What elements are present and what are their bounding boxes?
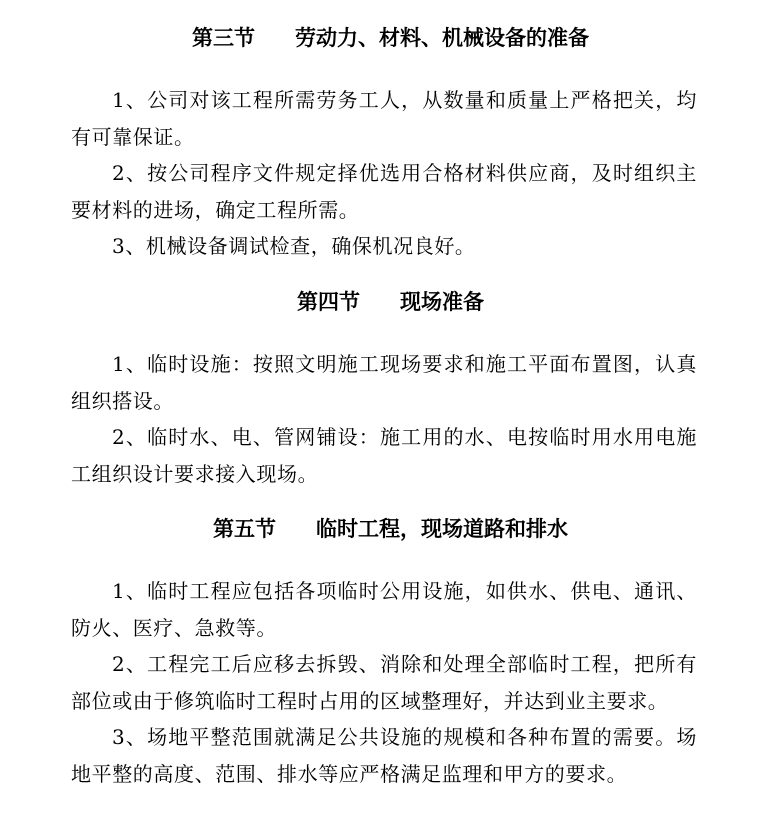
section-title: 临时工程，现场道路和排水 (316, 516, 568, 541)
section-title: 现场准备 (400, 289, 484, 314)
section-title: 劳动力、材料、机械设备的准备 (295, 25, 589, 50)
paragraph: 2、按公司程序文件规定择优选用合格材料供应商，及时组织主要材料的进场，确定工程所需。 (71, 161, 697, 222)
section-heading (0, 514, 781, 544)
paragraph: 2、工程完工后应移去拆毁、消除和处理全部临时工程，把所有部位或由于修筑临时工程时占用的区域整理好，并达到业主要求。 (71, 652, 697, 713)
paragraph: 1、临时工程应包括各项临时公用设施，如供水、供电、通讯、防火、医疗、急救等。 (71, 579, 697, 640)
paragraph: 3、场地平整范围就满足公共设施的规模和各种布置的需要。场地平整的高度、范围、排水等应严格满足监理和甲方的要求。 (71, 725, 697, 786)
paragraph: 3、机械设备调试检查，确保机况良好。 (112, 234, 476, 258)
paragraph: 1、临时设施：按照文明施工现场要求和施工平面布置图，认真组织搭设。 (71, 352, 697, 413)
section-heading (0, 23, 781, 53)
section-number: 第五节 (213, 516, 276, 541)
paragraph: 2、临时水、电、管网铺设：施工用的水、电按临时用水用电施工组织设计要求接入现场。 (71, 425, 697, 486)
paragraph: 1、公司对该工程所需劳务工人，从数量和质量上严格把关，均有可靠保证。 (71, 88, 697, 149)
section-number: 第四节 (297, 289, 360, 314)
section-heading (0, 287, 781, 317)
section-number: 第三节 (192, 25, 255, 50)
